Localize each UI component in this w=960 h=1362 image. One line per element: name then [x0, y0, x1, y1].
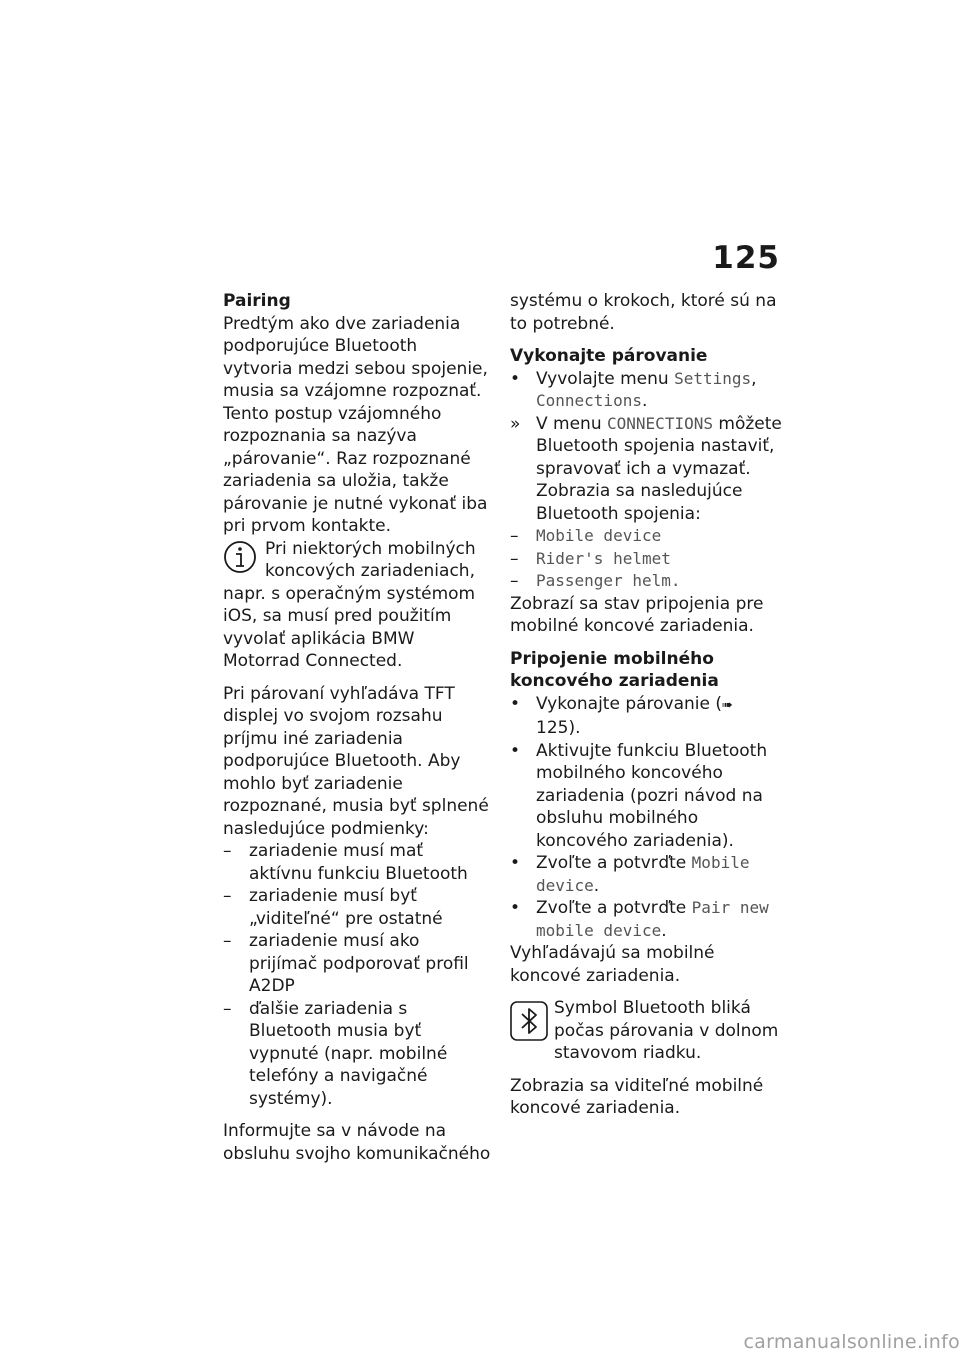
step-item: • Vykonajte párovanie (➠ 125).: [510, 693, 733, 738]
page-number: 125: [712, 240, 780, 276]
bullet-icon: •: [510, 740, 521, 761]
pairing-text: Predtým ako dve zariadenia podporujúce Bluetooth vytvoria medzi sebou spojenie, musia sa vzájomne rozpoznať. Tento postup vzájomného rozpoznania sa nazýva „párovanie“. Raz rozpoznané zariadenia sa uložia, takže párovanie je nutné vykonať iba pri prvom kontakte.: [223, 313, 488, 536]
menu-code: Mobile device: [536, 853, 750, 895]
condition-item: – zariadenie musí byť „viditeľné“ pre ostatné: [223, 886, 443, 929]
bullet-icon: •: [510, 693, 521, 714]
condition-item: – zariadenie musí ako prijímač podporovať profil A2DP: [223, 931, 469, 996]
menu-code: Pair new mobile device: [536, 898, 769, 940]
bluetooth-note: [510, 997, 782, 1065]
menu-code: Connections: [536, 391, 642, 410]
step-item: • Aktivujte funkciu Bluetooth mobilného koncového zariadenia (pozri návod na obsluhu mobilného koncového zariadenia).: [510, 740, 768, 851]
left-column: [223, 290, 491, 1165]
condition-item: – zariadenie musí mať aktívnu funkciu Bluetooth: [223, 841, 468, 884]
connection-item: – Mobile device: [510, 526, 662, 546]
result-arrow-icon: »: [510, 413, 521, 434]
bullet-icon: •: [510, 368, 521, 389]
menu-code: CONNECTIONS: [607, 413, 713, 433]
note-text: Pri niektorých mobilných koncových zariadeniach, napr. s operačným systémom iOS, sa musí pred použitím vyvolať aplikácia BMW Motorrad Connected.: [223, 538, 476, 671]
bluetooth-icon: [510, 1001, 548, 1048]
info-icon: [223, 540, 259, 581]
page-reference-arrow-icon: ➠: [722, 697, 733, 713]
continuation-text: systému o krokoch, ktoré sú na to potrebné.: [510, 291, 777, 334]
step-item: • Zvoľte a potvrďte Mobile device.: [510, 853, 750, 896]
connection-item: – Rider's helmet: [510, 548, 671, 569]
step-item: • Vyvolajte menu Settings, Connections.: [510, 368, 757, 411]
status-text: Zobrazí sa stav pripojenia pre mobilné koncové zariadenia.: [510, 593, 764, 636]
right-column: [510, 290, 782, 1120]
condition-item: – ďalšie zariadenia s Bluetooth musia byť vypnuté (napr. mobilné telefóny a navigačné systémy).: [223, 998, 448, 1109]
connection-item: – Passenger helm.: [510, 571, 681, 591]
bluetooth-symbol-text: Symbol Bluetooth bliká počas párovania v dolnom stavovom riadku.: [554, 998, 779, 1063]
bullet-icon: •: [510, 853, 521, 873]
bullet-icon: •: [510, 898, 521, 918]
inform-text: Informujte sa v návode na obsluhu svojho komunikačného: [223, 1121, 491, 1164]
step-item: » V menu CONNECTIONS môžete Bluetooth spojenia nastaviť, spravovať ich a vymazať. Zobrazia sa nasledujúce Bluetooth spojenia:: [510, 413, 782, 524]
search-text: Pri párovaní vyhľadáva TFT displej vo svojom rozsahu príjmu iné zariadenia podporujúce Bluetooth. Aby mohlo byť zariadenie rozpoznané, musia byť splnené nasledujúce podmienky:: [223, 683, 489, 839]
connect-device-heading: Pripojenie mobilného koncového zariadenia: [510, 648, 719, 691]
visible-devices-text: Zobrazia sa viditeľné mobilné koncové zariadenia.: [510, 1075, 764, 1118]
note-block: [223, 538, 491, 673]
pairing-heading: Pairing: [223, 291, 291, 311]
searching-text: Vyhľadávajú sa mobilné koncové zariadenia.: [510, 943, 715, 986]
menu-code: Settings: [674, 368, 752, 388]
footer-watermark: carmanualsonline.info: [743, 1331, 960, 1353]
step-item: • Zvoľte a potvrďte Pair new mobile device.: [510, 898, 769, 941]
perform-pairing-heading: Vykonajte párovanie: [510, 346, 708, 366]
